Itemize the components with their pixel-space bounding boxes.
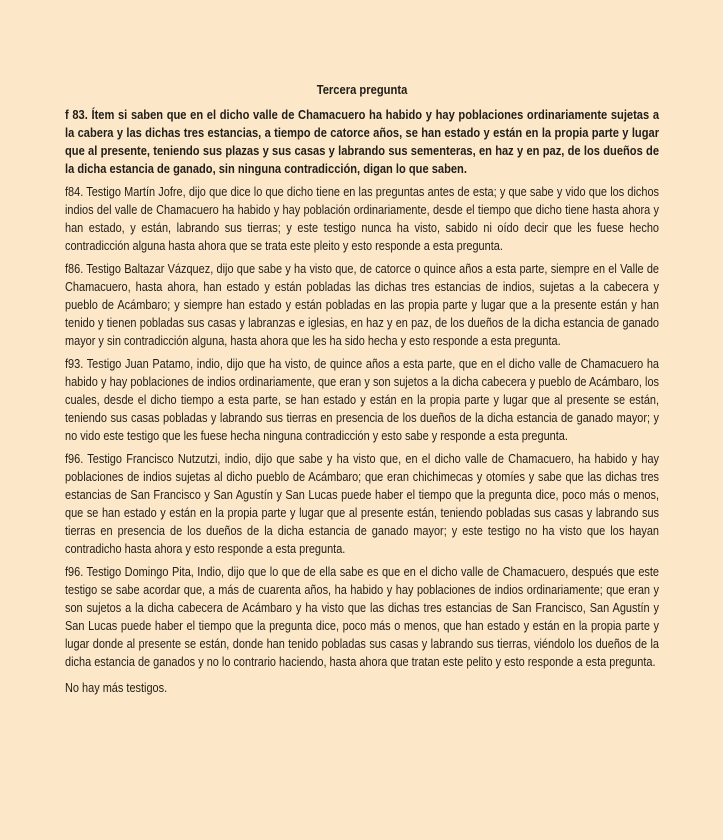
text-block [65, 81, 659, 697]
testimony-paragraph-f96-nutzutzi: f96. Testigo Francisco Nutzutzi, indio, dijo que sabe y ha visto que, en el dicho valle de Chamacuero, ha habido y hay poblaciones de indios sujetas al dicho pueblo de Acámbaro; que eran chichimecas y otomíes y sabe que las dichas tres estancias de San Francisco y San Agustín y San Lucas puede haber el tiempo que la pregunta dice, poco más o menos, que se han estado y están en la propia parte y lugar que al presente están, teniendo pobladas sus casas y labrando sus tierras en presencia de los dueños de la dicha estancia de ganado mayor; y este testigo no ha visto que los hayan contradicho hasta ahora y esto responde a esta pregunta. [65, 451, 660, 556]
testimony-paragraph-f93: f93. Testigo Juan Patamo, indio, dijo que ha visto, de quince años a esta parte, que en el dicho valle de Chamacuero ha habido y hay poblaciones de indios ordinariamente, que eran y son sujetos a la dicha cabecera y pueblo de Acámbaro, los cuales, desde el dicho tiempo a esta parte, se han estado y están en la propia parte y lugar que al presente se están, teniendo sus casas pobladas y labrando sus tierras en presencia de los dueños de la dicha estancia de ganado mayor; y no vido este testigo que les fuese hecha ninguna contradicción y esto sabe y responde a esta pregunta. [65, 356, 660, 443]
question-paragraph-f83: f 83. Ítem si saben que en el dicho valle de Chamacuero ha habido y hay poblaciones ordinariamente sujetas a la cabera y las dichas tres estancias, a tiempo de catorce años, se han estado y están en la propia parte y lugar que al presente, teniendo sus plazas y sus casas y labrando sus sementeras, en haz y en paz, de los dueños de la dicha estancia de ganado, sin ninguna contradicción, digan lo que saben. [65, 107, 660, 176]
testimony-paragraph-f86: f86. Testigo Baltazar Vázquez, dijo que sabe y ha visto que, de catorce o quince años a esta parte, siempre en el Valle de Chamacuero, hasta ahora, han estado y están pobladas las dichas tres estancias de indios, sujetas a la cabecera y pueblo de Acámbaro; y siempre han estado y están pobladas en las propia parte y lugar que a la presente están y han tenido y tienen pobladas sus casas y labranzas e iglesias, en haz y en paz, de los dueños de la dicha estancia de ganado mayor y sin contradicción alguna, hasta ahora que les ha sido hecha y esto responde a esta pregunta. [65, 261, 660, 348]
closing-statement: No hay más testigos. [65, 680, 168, 695]
testimony-paragraph-f84: f84. Testigo Martín Jofre, dijo que dice lo que dicho tiene en las preguntas antes de esta; y que sabe y vido que los dichos indios del valle de Chamacuero ha habido y hay población ordinariamente, desde el tiempo que dicho tiene hasta ahora y han estado, y están, labrando sus tierras; y este testigo nunca ha visto, sabido ni oído decir que les fuese hecho contradicción alguna hasta ahora que se trata este pleito y esto responde a esta pregunta. [65, 184, 660, 253]
testimony-paragraph-f96-pita: f96. Testigo Domingo Pita, Indio, dijo que lo que de ella sabe es que en el dicho valle de Chamacuero, después que este testigo se sabe acordar que, a más de cuarenta años, ha habido y hay poblaciones de indios ordinariamente; que eran y son sujetos a la dicha cabecera de Acámbaro y ha visto que las dichas tres estancias de San Francisco, San Agustín y San Lucas puede haber el tiempo que la pregunta dice, poco más o menos, que han estado y están en la propia parte y lugar donde al presente se están, donde han tenido pobladas sus casas y labrando sus tierras, viéndolo los dueños de la dicha estancia de ganados y no lo contrario haciendo, hasta ahora que tratan este pelito y esto responde a esta pregunta. [65, 564, 660, 669]
page-title: Tercera pregunta [316, 82, 408, 97]
